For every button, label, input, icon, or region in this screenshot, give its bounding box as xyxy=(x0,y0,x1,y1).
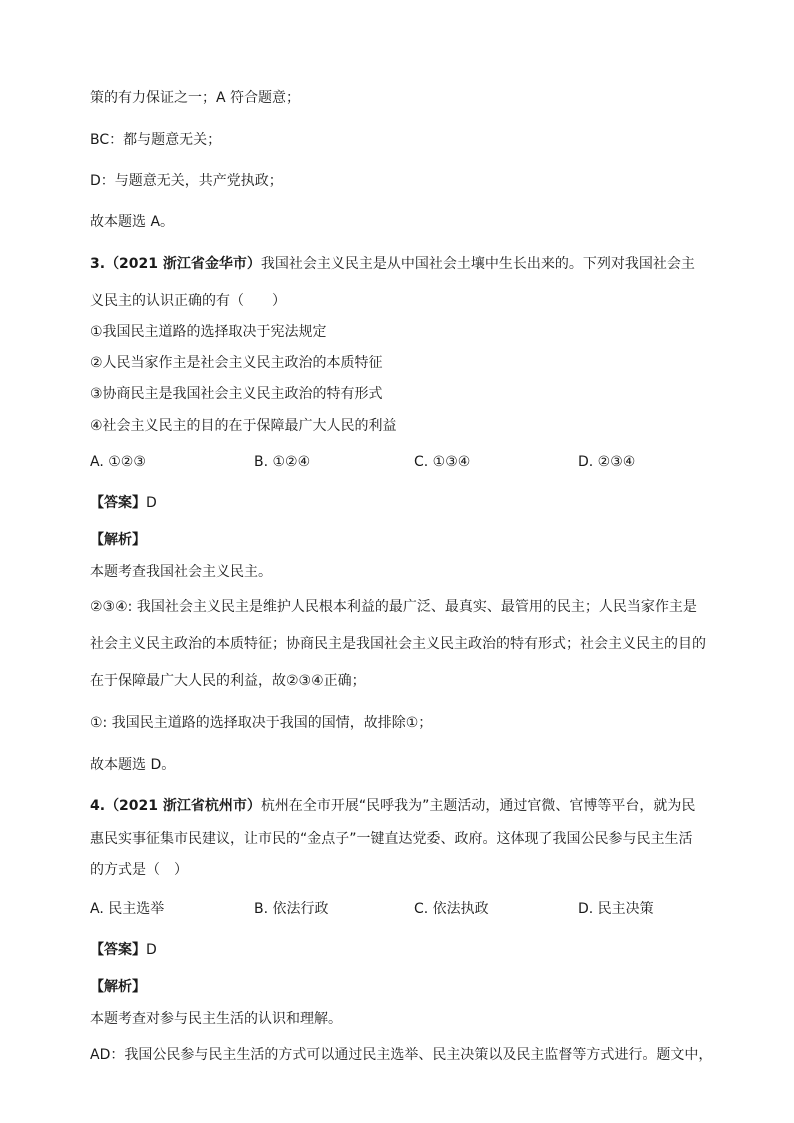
option-b: B. 依法行政 xyxy=(254,901,329,917)
answer-value: D xyxy=(146,495,157,511)
analysis-text: AD：我国公民参与民主生活的方式可以通过民主选举、民主决策以及民主监督等方式进行。题文中， xyxy=(90,1047,713,1063)
statement-item: ④社会主义民主的目的在于保障最广大人民的利益 xyxy=(90,418,397,434)
question-source: （2021 浙江省杭州市） xyxy=(105,798,261,814)
text-line: 故本题选 A。 xyxy=(90,214,175,230)
answer-value: D xyxy=(146,942,157,958)
analysis-text: 故本题选 D。 xyxy=(90,757,176,773)
analysis-text: 本题考查对参与民主生活的认识和理解。 xyxy=(90,1011,342,1027)
question-number: 3. xyxy=(90,256,106,272)
answer-label: 【答案】 xyxy=(90,942,146,958)
text-line: D：与题意无关，共产党执政； xyxy=(90,173,283,189)
analysis-text: ②③④: 我国社会主义民主是维护人民根本利益的最广泛、最真实、最管用的民主；人民当家作主是 xyxy=(90,599,697,615)
answer-line xyxy=(90,940,157,960)
answer-line xyxy=(90,493,157,513)
analysis-label: 【解析】 xyxy=(90,979,146,995)
option-a: A. 民主选举 xyxy=(90,901,165,917)
question-4-stem xyxy=(90,796,695,816)
question-source: （2021 浙江省金华市） xyxy=(105,256,261,272)
option-c: C. 依法执政 xyxy=(414,901,489,917)
option-a: A. ①②③ xyxy=(90,454,146,470)
statement-item: ①我国民主道路的选择取决于宪法规定 xyxy=(90,324,327,340)
analysis-text: 在于保障最广大人民的利益，故②③④正确； xyxy=(90,673,366,689)
statement-item: ③协商民主是我国社会主义民主政治的特有形式 xyxy=(90,386,383,402)
analysis-label: 【解析】 xyxy=(90,532,146,548)
question-text: 的方式是（ ） xyxy=(90,862,188,878)
question-text: 杭州在全市开展“民呼我为”主题活动，通过官微、官博等平台，就为民 xyxy=(260,798,696,814)
statement-item: ②人民当家作主是社会主义民主政治的本质特征 xyxy=(90,355,383,371)
option-c: C. ①③④ xyxy=(414,454,471,470)
option-d: D. 民主决策 xyxy=(578,901,654,917)
analysis-text: ①: 我国民主道路的选择取决于我国的国情，故排除①； xyxy=(90,715,433,731)
analysis-text: 本题考查我国社会主义民主。 xyxy=(90,564,272,580)
question-3-stem xyxy=(90,254,695,274)
text-line: 策的有力保证之一；A 符合题意； xyxy=(90,90,301,106)
analysis-text: 社会主义民主政治的本质特征；协商民主是我国社会主义民主政治的特有形式；社会主义民主的目的 xyxy=(90,636,706,652)
question-text: 惠民实事征集市民建议，让市民的“金点子”一键直达党委、政府。这体现了我国公民参与民主生活 xyxy=(90,831,693,847)
option-b: B. ①②④ xyxy=(254,454,311,470)
question-text: 我国社会主义民主是从中国社会土壤中生长出来的。下列对我国社会主 xyxy=(260,256,695,272)
text-line: BC：都与题意无关； xyxy=(90,132,222,148)
option-d: D. ②③④ xyxy=(578,454,636,470)
answer-label: 【答案】 xyxy=(90,495,146,511)
question-number: 4. xyxy=(90,798,106,814)
question-text: 义民主的认识正确的有（ ） xyxy=(90,293,286,309)
